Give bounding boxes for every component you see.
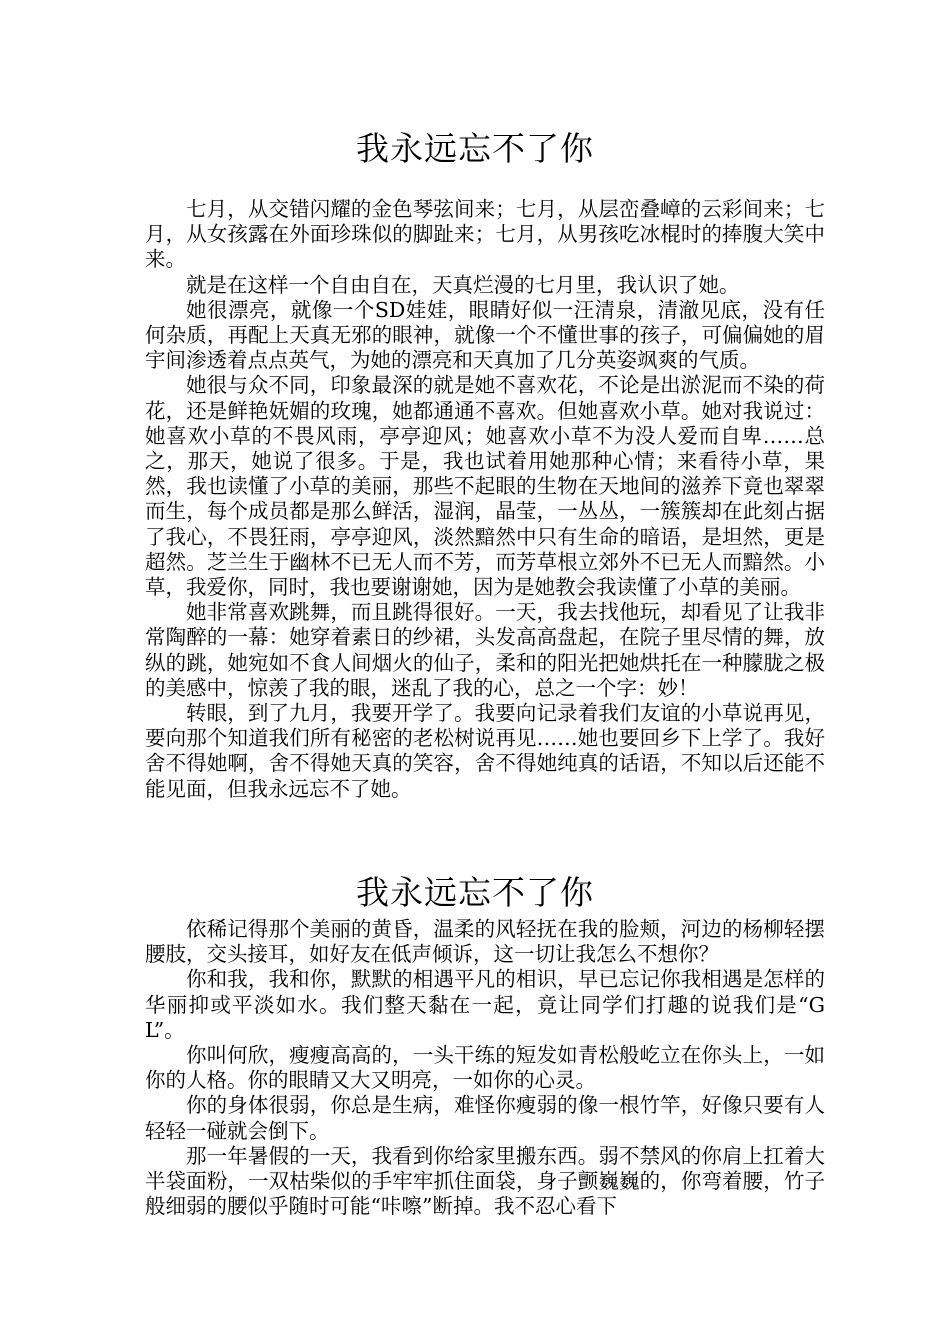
paragraph: 你的身体很弱，你总是生病，难怪你瘦弱的像一根竹竿，好像只要有人轻轻一碰就会倒下。 [145, 1093, 825, 1143]
paragraph: 那一年暑假的一天，我看到你给家里搬东西。弱不禁风的你肩上扛着大半袋面粉，一双枯柴似的手牢牢抓住面袋，身子颤巍巍的，你弯着腰，竹子般细弱的腰似乎随时可能“咔嚓”断掉。我不忍心看下 [145, 1143, 825, 1219]
paragraph: 转眼，到了九月，我要开学了。我要向记录着我们友谊的小草说再见，要向那个知道我们所有秘密的老松树说再见……她也要回乡下上学了。我好舍不得她啊，舍不得她天真的笑容，舍不得她纯真的话语，不知以后还能不能见面，但我永远忘不了她。 [145, 701, 825, 801]
paragraph: 她很与众不同，印象最深的就是她不喜欢花，不论是出淤泥而不染的荷花，还是鲜艳妩媚的玫瑰，她都通通不喜欢。但她喜欢小草。她对我说过：她喜欢小草的不畏风雨，亭亭迎风；她喜欢小草不为没人爱而自卑……总之，那天，她说了很多。于是，我也试着用她那种心情；来看待小草，果然，我也读懂了小草的美丽，那些不起眼的生物在天地间的滋养下竟也翠翠而生，每个成员都是那么鲜活，湿润，晶莹，一丛丛，一簇簇却在此刻占据了我心，不畏狂雨，亭亭迎风，淡然黯然中只有生命的暗语，是坦然，更是超然。芝兰生于幽林不已无人而不芳，而芳草根立郊外不已无人而黯然。小草，我爱你，同时，我也要谢谢她，因为是她教会我读懂了小草的美丽。 [145, 373, 825, 600]
paragraph: 她很漂亮，就像一个SD娃娃，眼睛好似一汪清泉，清澈见底，没有任何杂质，再配上天真无邪的眼神，就像一个不懂世事的孩子，可偏偏她的眉宇间渗透着点点英气，为她的漂亮和天真加了几分英姿飒爽的气质。 [145, 297, 825, 373]
paragraph: 你和我，我和你，默默的相遇平凡的相识，早已忘记你我相遇是怎样的华丽抑或平淡如水。我们整天黏在一起，竟让同学们打趣的说我们是“GL”。 [145, 967, 825, 1042]
article-title: 我永远忘不了你 [356, 129, 594, 168]
paragraph: 七月，从交错闪耀的金色琴弦间来；七月，从层峦叠嶂的云彩间来；七月，从女孩露在外面珍珠似的脚趾来；七月，从男孩吃冰棍时的捧腹大笑中来。 [145, 197, 825, 272]
paragraph: 依稀记得那个美丽的黄昏，温柔的风轻抚在我的脸颊，河边的杨柳轻摆腰肢，交头接耳，如好友在低声倾诉，这一切让我怎么不想你？ [145, 917, 825, 967]
article-body [145, 197, 825, 802]
paragraph: 你叫何欣，瘦瘦高高的，一头干练的短发如青松般屹立在你头上，一如你的人格。你的眼睛又大又明亮，一如你的心灵。 [145, 1043, 825, 1093]
article-body [145, 917, 825, 1219]
article-title: 我永远忘不了你 [356, 873, 594, 912]
paragraph: 她非常喜欢跳舞，而且跳得很好。一天，我去找他玩，却看见了让我非常陶醉的一幕：她穿着素日的纱裙，头发高高盘起，在院子里尽情的舞，放纵的跳，她宛如不食人间烟火的仙子，柔和的阳光把她烘托在一种朦胧之极的美感中，惊羡了我的眼，迷乱了我的心，总之一个字：妙！ [145, 600, 825, 700]
paragraph: 就是在这样一个自由自在，天真烂漫的七月里，我认识了她。 [186, 272, 740, 297]
